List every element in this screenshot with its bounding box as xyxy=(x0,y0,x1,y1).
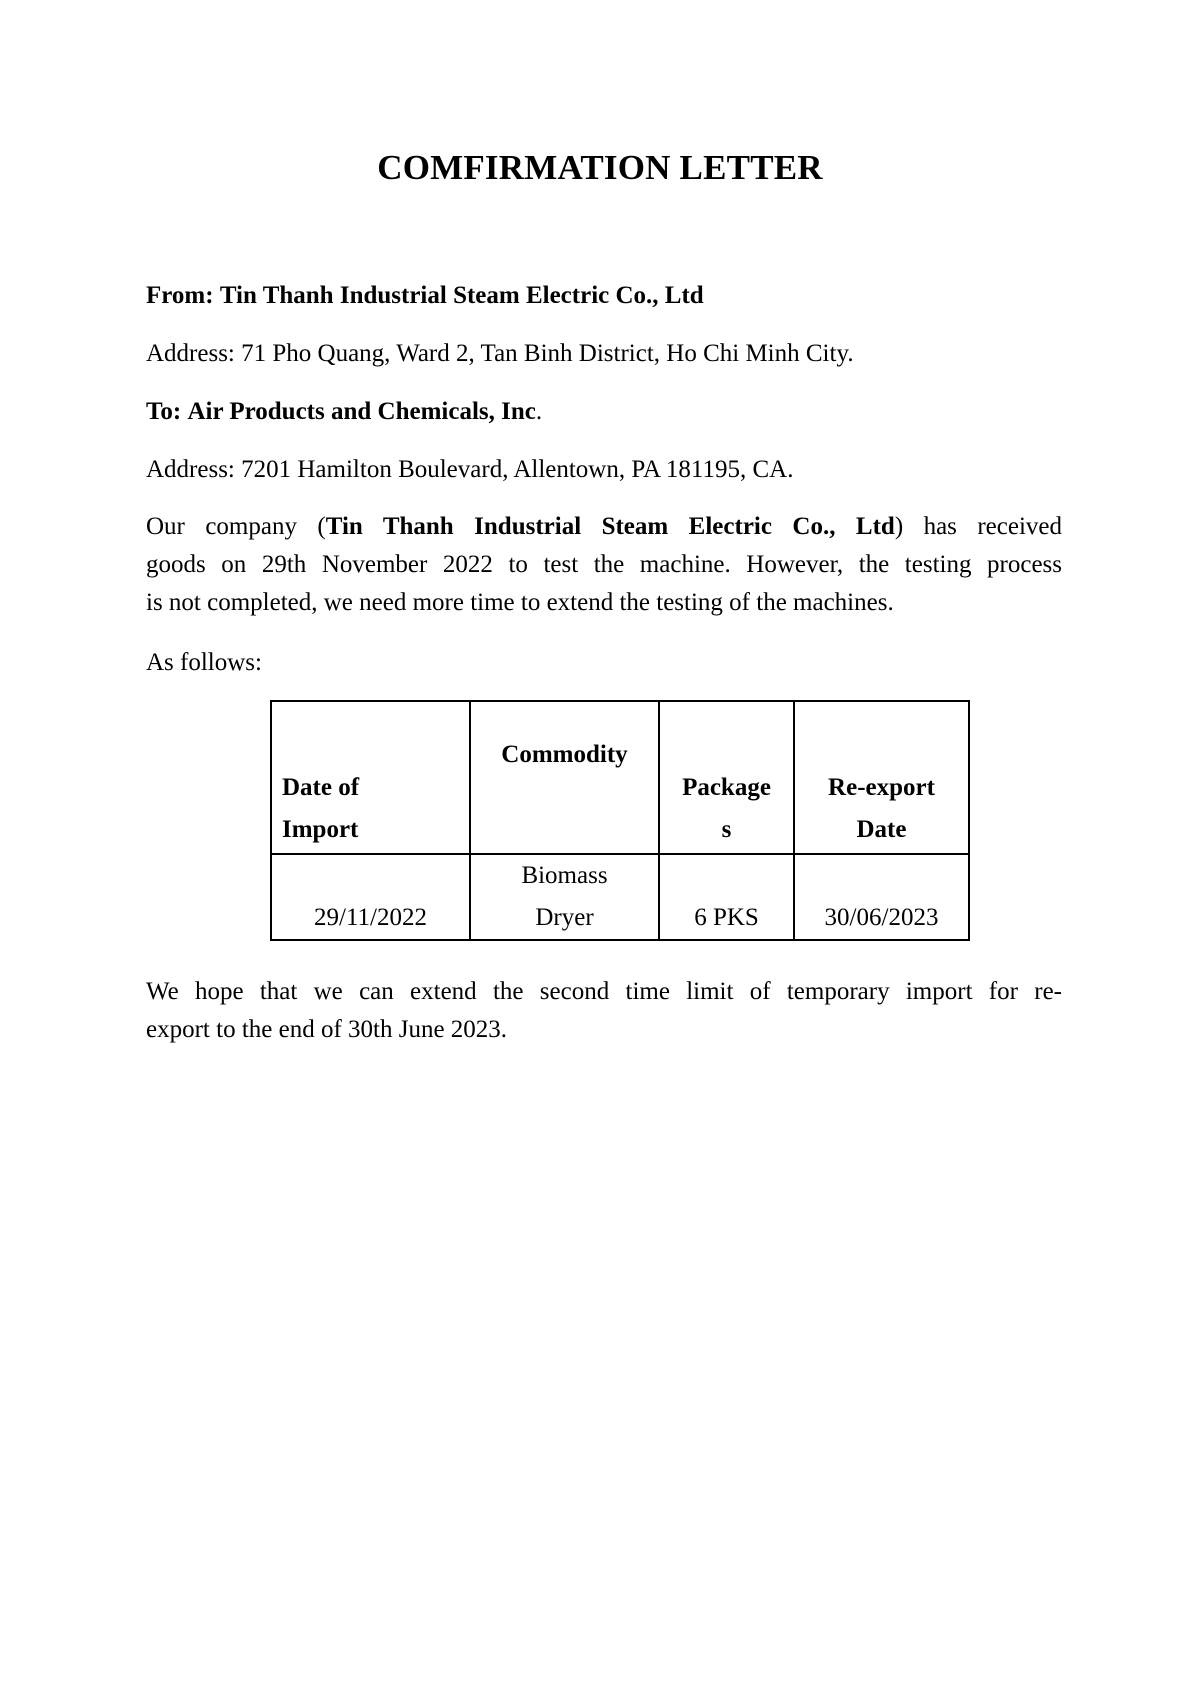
body-line-2: goods on 29th November 2022 to test the machine. However, the testing process xyxy=(146,551,1062,578)
header-reexport-line-2: Date xyxy=(856,816,907,843)
header-commodity-text: Commodity xyxy=(501,741,628,768)
as-follows: As follows: xyxy=(146,649,262,676)
header-date-line-2: Import xyxy=(282,816,359,843)
header-date-line-1: Date of xyxy=(282,774,360,801)
import-table xyxy=(270,700,970,941)
closing-paragraph xyxy=(146,973,1062,1049)
cell-commodity-line-1: Biomass xyxy=(521,862,608,889)
header-commodity xyxy=(470,701,659,854)
closing-line-2: export to the end of 30th June 2023. xyxy=(146,1016,508,1043)
cell-commodity xyxy=(470,854,659,940)
body-line-1-suffix: ) has received xyxy=(894,513,1063,540)
cell-packages: 6 PKS xyxy=(659,854,794,940)
to-label: To: xyxy=(146,398,182,425)
from-line xyxy=(146,277,1061,315)
header-packages xyxy=(659,701,794,854)
letter-title: COMFIRMATION LETTER xyxy=(377,148,823,187)
to-address: Address: 7201 Hamilton Boulevard, Allentown, PA 181195, CA. xyxy=(146,456,794,483)
header-reexport-line-1: Re-export xyxy=(828,774,935,801)
table-row xyxy=(271,854,969,940)
header-packages-line-1: Package xyxy=(682,774,771,801)
cell-commodity-line-2: Dryer xyxy=(535,904,594,931)
from-company: Tin Thanh Industrial Steam Electric Co., Ltd xyxy=(219,282,704,309)
closing-line-1: We hope that we can extend the second time limit of temporary import for re- xyxy=(146,978,1062,1005)
header-packages-line-2: s xyxy=(721,816,732,843)
from-label: From: xyxy=(146,282,214,309)
body-paragraph xyxy=(146,508,1062,622)
body-line-1 xyxy=(146,508,1062,546)
body-line-1-company: Tin Thanh Industrial Steam Electric Co., Ltd xyxy=(325,513,895,540)
to-line xyxy=(146,393,1061,431)
header-reexport-date xyxy=(794,701,969,854)
body-line-1-prefix: Our company ( xyxy=(146,513,326,540)
from-address: Address: 71 Pho Quang, Ward 2, Tan Binh District, Ho Chi Minh City. xyxy=(146,340,854,367)
table-header-row xyxy=(271,701,969,854)
to-suffix: . xyxy=(535,398,543,425)
body-line-3: is not completed, we need more time to extend the testing of the machines. xyxy=(146,589,894,616)
cell-reexport-date: 30/06/2023 xyxy=(794,854,969,940)
header-date-of-import xyxy=(271,701,470,854)
to-company: Air Products and Chemicals, Inc xyxy=(187,398,536,425)
cell-date-of-import: 29/11/2022 xyxy=(271,854,470,940)
